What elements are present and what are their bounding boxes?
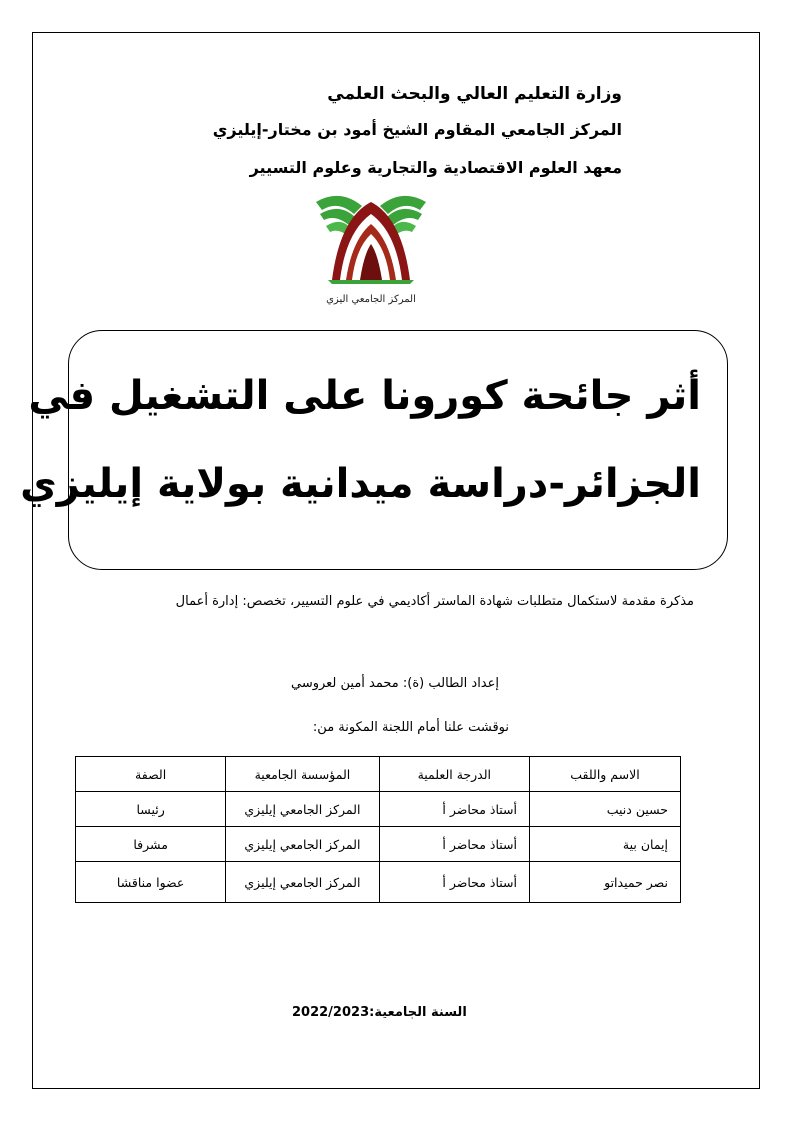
thesis-title-line-1: أثر جائحة كورونا على التشغيل في	[28, 373, 701, 419]
institute-name: معهد العلوم الاقتصادية والتجارية وعلوم التسيير	[249, 158, 622, 177]
memo-description: مذكرة مقدمة لاستكمال متطلبات شهادة الماستر أكاديمي في علوم التسيير، تخصص: إدارة أعمال	[175, 594, 694, 609]
logo-caption: المركز الجامعي اليزي	[326, 294, 416, 305]
jury-header-row	[76, 757, 681, 792]
committee-intro: نوقشت علنا أمام اللجنة المكونة من:	[312, 720, 509, 735]
jury-name: إيمان بية	[530, 827, 681, 862]
thesis-title-line-2: الجزائر-دراسة ميدانية بولاية إيليزي	[20, 461, 701, 507]
jury-table	[75, 756, 681, 903]
ministry-name: وزارة التعليم العالي والبحث العلمي	[327, 84, 622, 104]
jury-institution: المركز الجامعي إيليزي	[226, 792, 379, 827]
header-name: الاسم واللقب	[530, 757, 681, 792]
jury-rank: أستاذ محاضر أ	[379, 827, 529, 862]
title-box	[20, 330, 728, 570]
student-name: إعداد الطالب (ة): محمد أمين لعروسي	[290, 676, 499, 691]
jury-name: نصر حميداتو	[530, 862, 681, 903]
jury-institution: المركز الجامعي إيليزي	[226, 827, 379, 862]
jury-rank: أستاذ محاضر أ	[379, 792, 529, 827]
jury-name: حسين دنيب	[530, 792, 681, 827]
header-role: الصفة	[76, 757, 226, 792]
jury-role: مشرفا	[76, 827, 226, 862]
table-row	[76, 862, 681, 903]
jury-institution: المركز الجامعي إيليزي	[226, 862, 379, 903]
jury-role: رئيسا	[76, 792, 226, 827]
jury-role: عضوا مناقشا	[76, 862, 226, 903]
jury-rank: أستاذ محاضر أ	[379, 862, 529, 903]
table-row	[76, 792, 681, 827]
university-logo	[310, 188, 432, 308]
header-rank: الدرجة العلمية	[379, 757, 529, 792]
table-row	[76, 827, 681, 862]
academic-year: السنة الجامعية:2022/2023	[292, 1005, 467, 1020]
university-center-name: المركز الجامعي المقاوم الشيخ أمود بن مختار-إيليزي	[212, 120, 622, 139]
header-institution: المؤسسة الجامعية	[226, 757, 379, 792]
